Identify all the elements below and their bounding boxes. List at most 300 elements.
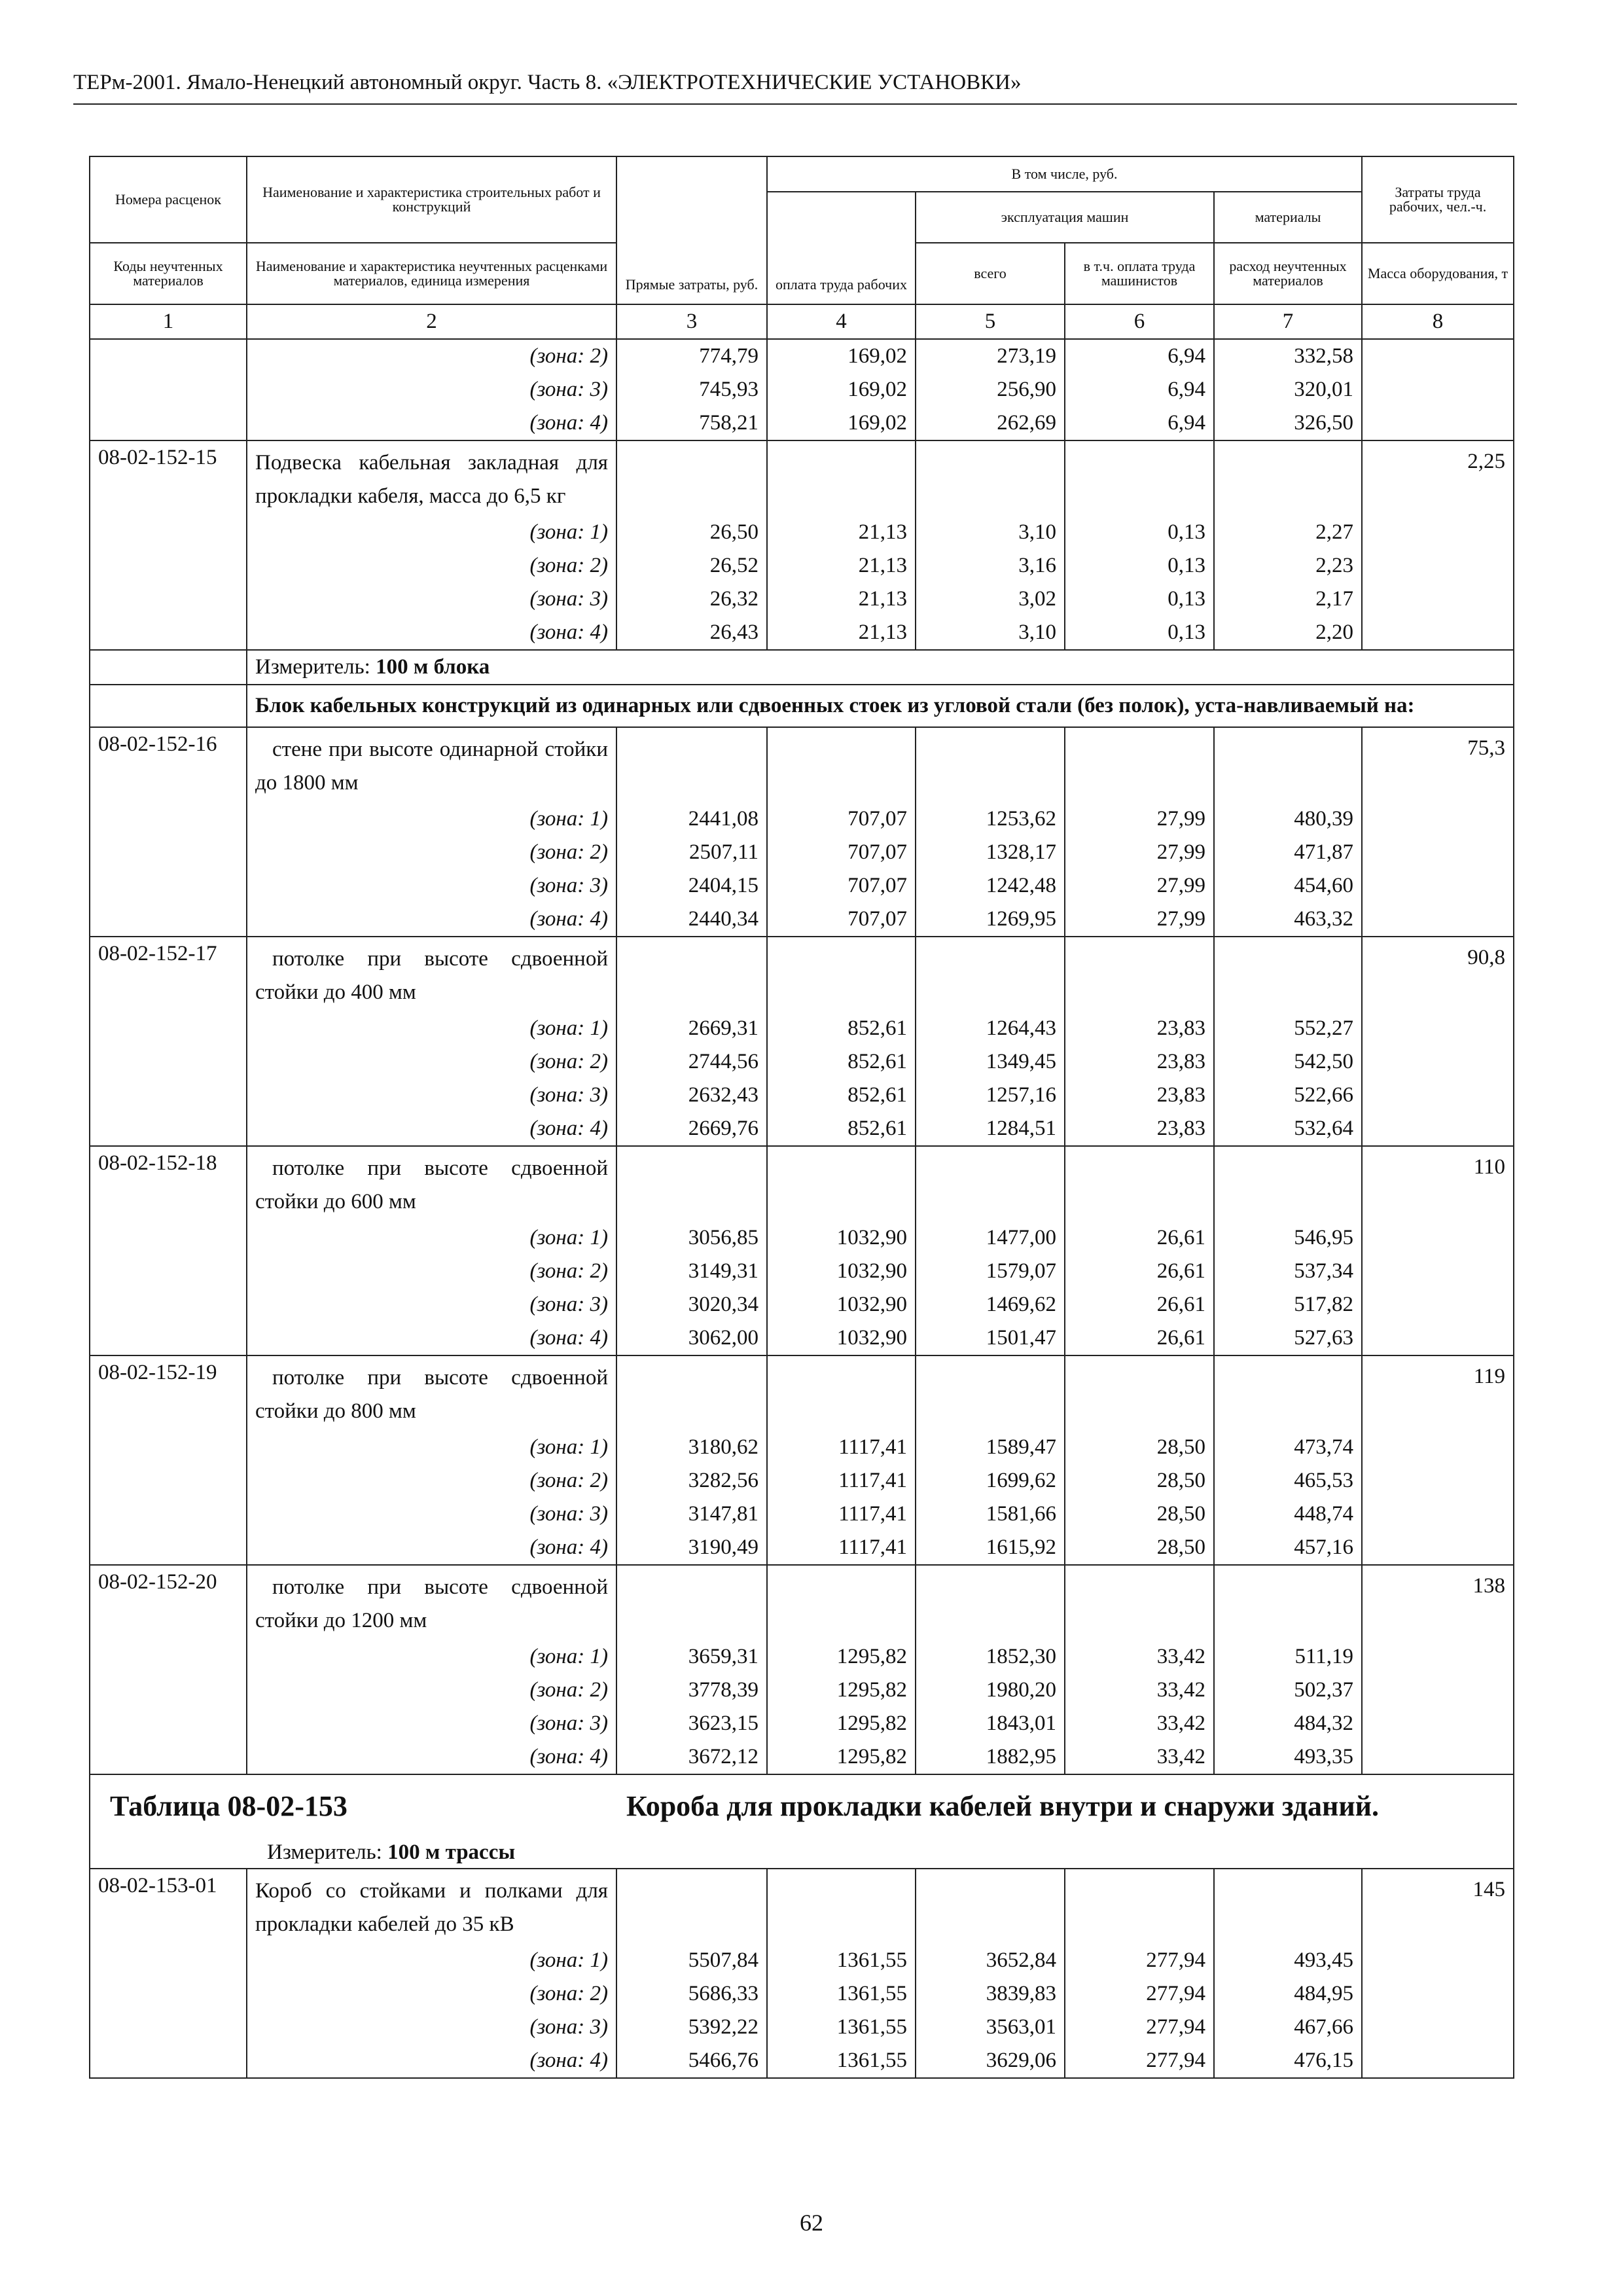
materials-cost: 493,45 <box>1214 1944 1362 1977</box>
direct-cost: 3778,39 <box>616 1674 767 1707</box>
zone-label: (зона: 4) <box>247 1112 616 1146</box>
zone-label: (зона: 2) <box>247 1464 616 1498</box>
zone-row <box>90 1255 1514 1288</box>
item-description: потолке при высоте сдвоенной стойки до 600 мм <box>247 1146 616 1221</box>
rate-code: 08-02-152-15 <box>90 440 247 650</box>
zone-row <box>90 836 1514 869</box>
operator-cost: 27,99 <box>1065 802 1214 836</box>
machine-cost: 3563,01 <box>916 2011 1065 2044</box>
machine-cost: 256,90 <box>916 373 1065 406</box>
rate-code: 08-02-152-18 <box>90 1146 247 1355</box>
zone-label: (зона: 3) <box>247 1707 616 1740</box>
zone-row <box>90 616 1514 650</box>
labor-cost: 169,02 <box>767 373 916 406</box>
group-empty-cell <box>90 685 247 727</box>
materials-cost: 476,15 <box>1214 2044 1362 2078</box>
operator-cost: 6,94 <box>1065 373 1214 406</box>
zone-row <box>90 516 1514 549</box>
labor-cost: 707,07 <box>767 903 916 937</box>
direct-cost: 2744,56 <box>616 1045 767 1079</box>
unit-label: Измеритель: <box>267 1840 388 1864</box>
labor-cost: 21,13 <box>767 583 916 616</box>
zone-label: (зона: 3) <box>247 373 616 406</box>
machine-cost: 1477,00 <box>916 1221 1065 1255</box>
table-label: Таблица 08-02-153 <box>110 1790 348 1822</box>
unit-value: 100 м трассы <box>387 1840 516 1864</box>
materials-cost: 527,63 <box>1214 1321 1362 1355</box>
item-description: потолке при высоте сдвоенной стойки до 800 мм <box>247 1355 616 1431</box>
rate-item <box>90 1146 1514 1355</box>
zone-row <box>90 1740 1514 1774</box>
direct-cost: 2440,34 <box>616 903 767 937</box>
zone-label: (зона: 3) <box>247 583 616 616</box>
zone-row <box>90 2011 1514 2044</box>
col8-header-top: Затраты труда рабочих, чел.-ч. <box>1362 156 1514 243</box>
labor-cost: 21,13 <box>767 516 916 549</box>
direct-cost: 3659,31 <box>616 1640 767 1674</box>
rate-item <box>90 1565 1514 1774</box>
operator-cost: 277,94 <box>1065 1977 1214 2011</box>
direct-cost: 745,93 <box>616 373 767 406</box>
materials-cost: 2,27 <box>1214 516 1362 549</box>
operator-cost: 26,61 <box>1065 1321 1214 1355</box>
rate-code: 08-02-152-16 <box>90 727 247 937</box>
item-header-row <box>90 1869 1514 1944</box>
zone-label: (зона: 4) <box>247 616 616 650</box>
mass-value: 145 <box>1362 1869 1514 2078</box>
rate-code: 08-02-152-17 <box>90 937 247 1146</box>
materials-cost: 493,35 <box>1214 1740 1362 1774</box>
zone-row <box>90 1079 1514 1112</box>
labor-cost: 707,07 <box>767 802 916 836</box>
operator-cost: 33,42 <box>1065 1707 1214 1740</box>
rate-item <box>90 727 1514 937</box>
column-number: 5 <box>916 304 1065 339</box>
materials-cost: 2,23 <box>1214 549 1362 583</box>
item-description: Короб со стойками и полками для прокладки кабелей до 35 кВ <box>247 1869 616 1944</box>
mass-value: 110 <box>1362 1146 1514 1355</box>
machine-cost: 1581,66 <box>916 1498 1065 1531</box>
direct-cost: 3056,85 <box>616 1221 767 1255</box>
col6-header: в т.ч. оплата труда машинистов <box>1065 243 1214 304</box>
direct-cost: 2441,08 <box>616 802 767 836</box>
item-header-row <box>90 937 1514 1012</box>
materials-cost: 448,74 <box>1214 1498 1362 1531</box>
materials-cost: 326,50 <box>1214 406 1362 440</box>
operator-cost: 27,99 <box>1065 836 1214 869</box>
col8-header-bottom: Масса оборудования, т <box>1362 243 1514 304</box>
machine-cost: 273,19 <box>916 339 1065 373</box>
machine-cost: 1349,45 <box>916 1045 1065 1079</box>
direct-cost: 3147,81 <box>616 1498 767 1531</box>
rate-item <box>90 1355 1514 1565</box>
zone-row <box>90 549 1514 583</box>
direct-cost: 2669,31 <box>616 1012 767 1045</box>
labor-cost: 1117,41 <box>767 1498 916 1531</box>
column-number: 7 <box>1214 304 1362 339</box>
zone-row <box>90 1674 1514 1707</box>
direct-cost: 3062,00 <box>616 1321 767 1355</box>
zone-label: (зона: 4) <box>247 1740 616 1774</box>
zone-label: (зона: 3) <box>247 1288 616 1321</box>
operator-cost: 27,99 <box>1065 869 1214 903</box>
operator-cost: 33,42 <box>1065 1740 1214 1774</box>
machine-cost: 1589,47 <box>916 1431 1065 1464</box>
column-numbers-row <box>90 304 1514 339</box>
rate-item <box>90 937 1514 1146</box>
direct-cost: 3672,12 <box>616 1740 767 1774</box>
operator-cost: 26,61 <box>1065 1221 1214 1255</box>
labor-cost: 21,13 <box>767 616 916 650</box>
rate-item <box>90 440 1514 650</box>
mass-value: 75,3 <box>1362 727 1514 937</box>
machine-cost: 1882,95 <box>916 1740 1065 1774</box>
direct-cost: 26,43 <box>616 616 767 650</box>
labor-cost: 169,02 <box>767 406 916 440</box>
code-cell <box>90 339 247 373</box>
operator-cost: 23,83 <box>1065 1045 1214 1079</box>
machine-cost: 1843,01 <box>916 1707 1065 1740</box>
zone-row <box>90 869 1514 903</box>
rate-code: 08-02-153-01 <box>90 1869 247 2078</box>
zone-row <box>90 1464 1514 1498</box>
machine-cost: 3,10 <box>916 516 1065 549</box>
labor-cost: 852,61 <box>767 1079 916 1112</box>
zone-label: (зона: 4) <box>247 2044 616 2078</box>
operator-cost: 0,13 <box>1065 549 1214 583</box>
column-number: 8 <box>1362 304 1514 339</box>
materials-cost: 537,34 <box>1214 1255 1362 1288</box>
zone-row <box>90 1707 1514 1740</box>
zone-row <box>90 1012 1514 1045</box>
table-section-cell <box>90 1774 1514 1869</box>
rate-code: 08-02-152-20 <box>90 1565 247 1774</box>
labor-cost: 707,07 <box>767 836 916 869</box>
machine-cost: 1579,07 <box>916 1255 1065 1288</box>
column-number: 4 <box>767 304 916 339</box>
labor-cost: 1295,82 <box>767 1707 916 1740</box>
machine-cost: 1328,17 <box>916 836 1065 869</box>
materials-cost: 522,66 <box>1214 1079 1362 1112</box>
zone-row <box>90 1045 1514 1079</box>
direct-cost: 2404,15 <box>616 869 767 903</box>
machine-cost: 1615,92 <box>916 1531 1065 1565</box>
labor-cost: 1117,41 <box>767 1531 916 1565</box>
code-cell <box>90 406 247 440</box>
direct-cost: 26,50 <box>616 516 767 549</box>
machine-cost: 262,69 <box>916 406 1065 440</box>
operator-cost: 23,83 <box>1065 1112 1214 1146</box>
col2-header-bottom: Наименование и характеристика неучтенных расценками материалов, единица измерения <box>247 243 616 304</box>
col7-header: расход неучтенных материалов <box>1214 243 1362 304</box>
zone-row <box>90 1944 1514 1977</box>
zone-label: (зона: 4) <box>247 903 616 937</box>
labor-cost: 1295,82 <box>767 1740 916 1774</box>
machine-cost: 3839,83 <box>916 1977 1065 2011</box>
zone-label: (зона: 2) <box>247 549 616 583</box>
machine-cost: 3629,06 <box>916 2044 1065 2078</box>
mass-cell <box>1362 373 1514 406</box>
column-number: 2 <box>247 304 616 339</box>
operator-cost: 0,13 <box>1065 516 1214 549</box>
materials-cost: 542,50 <box>1214 1045 1362 1079</box>
operator-cost: 33,42 <box>1065 1640 1214 1674</box>
unit-of-measure <box>247 650 1514 685</box>
operator-cost: 23,83 <box>1065 1079 1214 1112</box>
zone-row <box>90 1288 1514 1321</box>
operator-cost: 26,61 <box>1065 1288 1214 1321</box>
table-section-header <box>90 1774 1514 1869</box>
mass-cell <box>1362 339 1514 373</box>
machine-cost: 3,16 <box>916 549 1065 583</box>
materials-cost: 2,20 <box>1214 616 1362 650</box>
column-number: 1 <box>90 304 247 339</box>
mass-value: 138 <box>1362 1565 1514 1774</box>
materials-cost: 454,60 <box>1214 869 1362 903</box>
labor-cost: 1032,90 <box>767 1221 916 1255</box>
direct-cost: 2669,76 <box>616 1112 767 1146</box>
direct-cost: 3282,56 <box>616 1464 767 1498</box>
materials-cost: 463,32 <box>1214 903 1362 937</box>
col2-header-top: Наименование и характеристика строительных работ и конструкций <box>247 156 616 243</box>
labor-cost: 1361,55 <box>767 1977 916 2011</box>
labor-cost: 707,07 <box>767 869 916 903</box>
zone-label: (зона: 1) <box>247 1944 616 1977</box>
rate-code: 08-02-152-19 <box>90 1355 247 1565</box>
operator-cost: 28,50 <box>1065 1498 1214 1531</box>
labor-cost: 1361,55 <box>767 2044 916 2078</box>
materials-cost: 552,27 <box>1214 1012 1362 1045</box>
item-header-row <box>90 727 1514 802</box>
materials-cost: 532,64 <box>1214 1112 1362 1146</box>
group-title: Блок кабельных конструкций из одинарных или сдвоенных стоек из угловой стали (без полок), уста-навливаемый на: <box>247 685 1514 727</box>
machines-header: эксплуатация машин <box>916 192 1214 243</box>
mass-value: 90,8 <box>1362 937 1514 1146</box>
labor-cost: 852,61 <box>767 1112 916 1146</box>
machine-cost: 3,10 <box>916 616 1065 650</box>
zone-row <box>90 903 1514 937</box>
direct-cost: 3190,49 <box>616 1531 767 1565</box>
zone-label: (зона: 4) <box>247 1531 616 1565</box>
zone-label: (зона: 2) <box>247 1674 616 1707</box>
machine-cost: 1253,62 <box>916 802 1065 836</box>
direct-cost: 26,52 <box>616 549 767 583</box>
materials-cost: 332,58 <box>1214 339 1362 373</box>
zone-row <box>90 1221 1514 1255</box>
zone-label: (зона: 2) <box>247 339 616 373</box>
unit-of-measure <box>110 1837 609 1868</box>
materials-cost: 457,16 <box>1214 1531 1362 1565</box>
zone-label: (зона: 3) <box>247 1498 616 1531</box>
direct-cost: 3180,62 <box>616 1431 767 1464</box>
operator-cost: 28,50 <box>1065 1464 1214 1498</box>
zone-row <box>90 802 1514 836</box>
direct-cost: 2507,11 <box>616 836 767 869</box>
materials-cost: 511,19 <box>1214 1640 1362 1674</box>
unit-row <box>90 650 1514 685</box>
direct-cost: 26,32 <box>616 583 767 616</box>
direct-cost: 758,21 <box>616 406 767 440</box>
zone-label: (зона: 1) <box>247 802 616 836</box>
direct-cost: 774,79 <box>616 339 767 373</box>
unit-label: Измеритель: <box>255 655 376 679</box>
materials-cost: 2,17 <box>1214 583 1362 616</box>
machine-cost: 1257,16 <box>916 1079 1065 1112</box>
labor-cost: 1361,55 <box>767 1944 916 1977</box>
machine-cost: 3652,84 <box>916 1944 1065 1977</box>
labor-cost: 1361,55 <box>767 2011 916 2044</box>
labor-cost: 852,61 <box>767 1012 916 1045</box>
machine-cost: 3,02 <box>916 583 1065 616</box>
operator-cost: 0,13 <box>1065 583 1214 616</box>
item-header-row <box>90 1565 1514 1640</box>
zone-label: (зона: 3) <box>247 869 616 903</box>
running-header: ТЕРм-2001. Ямало-Ненецкий автономный округ. Часть 8. «ЭЛЕКТРОТЕХНИЧЕСКИЕ УСТАНОВКИ» <box>73 71 1022 94</box>
materials-cost: 517,82 <box>1214 1288 1362 1321</box>
zone-row <box>90 1531 1514 1565</box>
labor-cost: 21,13 <box>767 549 916 583</box>
zone-label: (зона: 2) <box>247 836 616 869</box>
col1-header-top: Номера расценок <box>90 156 247 243</box>
col4-header: оплата труда рабочих <box>767 192 916 304</box>
zone-row <box>90 339 1514 373</box>
materials-cost: 484,32 <box>1214 1707 1362 1740</box>
labor-cost: 1295,82 <box>767 1640 916 1674</box>
zone-label: (зона: 3) <box>247 1079 616 1112</box>
page-number: 62 <box>800 2210 823 2236</box>
header-row-1 <box>90 156 1514 192</box>
zone-label: (зона: 1) <box>247 1640 616 1674</box>
zone-row <box>90 583 1514 616</box>
machine-cost: 1264,43 <box>916 1012 1065 1045</box>
operator-cost: 23,83 <box>1065 1012 1214 1045</box>
item-header-row <box>90 1146 1514 1221</box>
machine-cost: 1469,62 <box>916 1288 1065 1321</box>
item-description: потолке при высоте сдвоенной стойки до 1200 мм <box>247 1565 616 1640</box>
labor-cost: 1117,41 <box>767 1464 916 1498</box>
machine-cost: 1242,48 <box>916 869 1065 903</box>
labor-cost: 852,61 <box>767 1045 916 1079</box>
col5-header: всего <box>916 243 1065 304</box>
direct-cost: 2632,43 <box>616 1079 767 1112</box>
zone-label: (зона: 1) <box>247 1221 616 1255</box>
col1-header-bottom: Коды неучтенных материалов <box>90 243 247 304</box>
operator-cost: 0,13 <box>1065 616 1214 650</box>
zone-row <box>90 373 1514 406</box>
zone-row <box>90 1977 1514 2011</box>
zone-label: (зона: 2) <box>247 1255 616 1288</box>
machine-cost: 1852,30 <box>916 1640 1065 1674</box>
machine-cost: 1284,51 <box>916 1112 1065 1146</box>
zone-row <box>90 1431 1514 1464</box>
zone-row <box>90 2044 1514 2078</box>
materials-cost: 502,37 <box>1214 1674 1362 1707</box>
unit-value: 100 м блока <box>376 655 490 679</box>
labor-cost: 1295,82 <box>767 1674 916 1707</box>
materials-cost: 467,66 <box>1214 2011 1362 2044</box>
operator-cost: 277,94 <box>1065 2011 1214 2044</box>
operator-cost: 33,42 <box>1065 1674 1214 1707</box>
group-row <box>90 685 1514 727</box>
materials-cost: 484,95 <box>1214 1977 1362 2011</box>
table-label-block <box>90 1775 617 1868</box>
item-description: Подвеска кабельная закладная для прокладки кабеля, масса до 6,5 кг <box>247 440 616 516</box>
direct-cost: 5466,76 <box>616 2044 767 2078</box>
operator-cost: 277,94 <box>1065 1944 1214 1977</box>
operator-cost: 277,94 <box>1065 2044 1214 2078</box>
table-title: Короба для прокладки кабелей внутри и снаружи зданий. <box>626 1790 1380 1822</box>
price-table <box>89 156 1514 2079</box>
item-description: потолке при высоте сдвоенной стойки до 400 мм <box>247 937 616 1012</box>
labor-cost: 1117,41 <box>767 1431 916 1464</box>
mass-cell <box>1362 406 1514 440</box>
operator-cost: 6,94 <box>1065 339 1214 373</box>
unit-empty-cell <box>90 650 247 685</box>
machine-cost: 1269,95 <box>916 903 1065 937</box>
column-number: 3 <box>616 304 767 339</box>
zone-label: (зона: 2) <box>247 1977 616 2011</box>
materials-cost: 465,53 <box>1214 1464 1362 1498</box>
zone-label: (зона: 1) <box>247 516 616 549</box>
machine-cost: 1699,62 <box>916 1464 1065 1498</box>
zone-row <box>90 406 1514 440</box>
direct-cost: 5507,84 <box>616 1944 767 1977</box>
operator-cost: 28,50 <box>1065 1531 1214 1565</box>
zone-row <box>90 1640 1514 1674</box>
mass-value: 119 <box>1362 1355 1514 1565</box>
zone-label: (зона: 1) <box>247 1431 616 1464</box>
labor-cost: 169,02 <box>767 339 916 373</box>
incl-header: В том числе, руб. <box>767 156 1362 192</box>
labor-cost: 1032,90 <box>767 1255 916 1288</box>
materials-header: материалы <box>1214 192 1362 243</box>
machine-cost: 1501,47 <box>916 1321 1065 1355</box>
item-description: стене при высоте одинарной стойки до 1800 мм <box>247 727 616 802</box>
zone-row <box>90 1321 1514 1355</box>
direct-cost: 3623,15 <box>616 1707 767 1740</box>
direct-cost: 3149,31 <box>616 1255 767 1288</box>
column-number: 6 <box>1065 304 1214 339</box>
operator-cost: 26,61 <box>1065 1255 1214 1288</box>
zone-row <box>90 1498 1514 1531</box>
col3-header: Прямые затраты, руб. <box>616 156 767 304</box>
labor-cost: 1032,90 <box>767 1321 916 1355</box>
materials-cost: 471,87 <box>1214 836 1362 869</box>
mass-value: 2,25 <box>1362 440 1514 650</box>
materials-cost: 480,39 <box>1214 802 1362 836</box>
materials-cost: 320,01 <box>1214 373 1362 406</box>
zone-label: (зона: 3) <box>247 2011 616 2044</box>
item-header-row <box>90 440 1514 516</box>
operator-cost: 27,99 <box>1065 903 1214 937</box>
continued-block <box>90 339 1514 440</box>
zone-label: (зона: 4) <box>247 1321 616 1355</box>
labor-cost: 1032,90 <box>767 1288 916 1321</box>
zone-row <box>90 1112 1514 1146</box>
item-header-row <box>90 1355 1514 1431</box>
zone-label: (зона: 2) <box>247 1045 616 1079</box>
materials-cost: 473,74 <box>1214 1431 1362 1464</box>
zone-label: (зона: 1) <box>247 1012 616 1045</box>
materials-cost: 546,95 <box>1214 1221 1362 1255</box>
header-rule <box>73 103 1517 105</box>
operator-cost: 28,50 <box>1065 1431 1214 1464</box>
operator-cost: 6,94 <box>1065 406 1214 440</box>
direct-cost: 5686,33 <box>616 1977 767 2011</box>
zone-label: (зона: 4) <box>247 406 616 440</box>
machine-cost: 1980,20 <box>916 1674 1065 1707</box>
code-cell <box>90 373 247 406</box>
